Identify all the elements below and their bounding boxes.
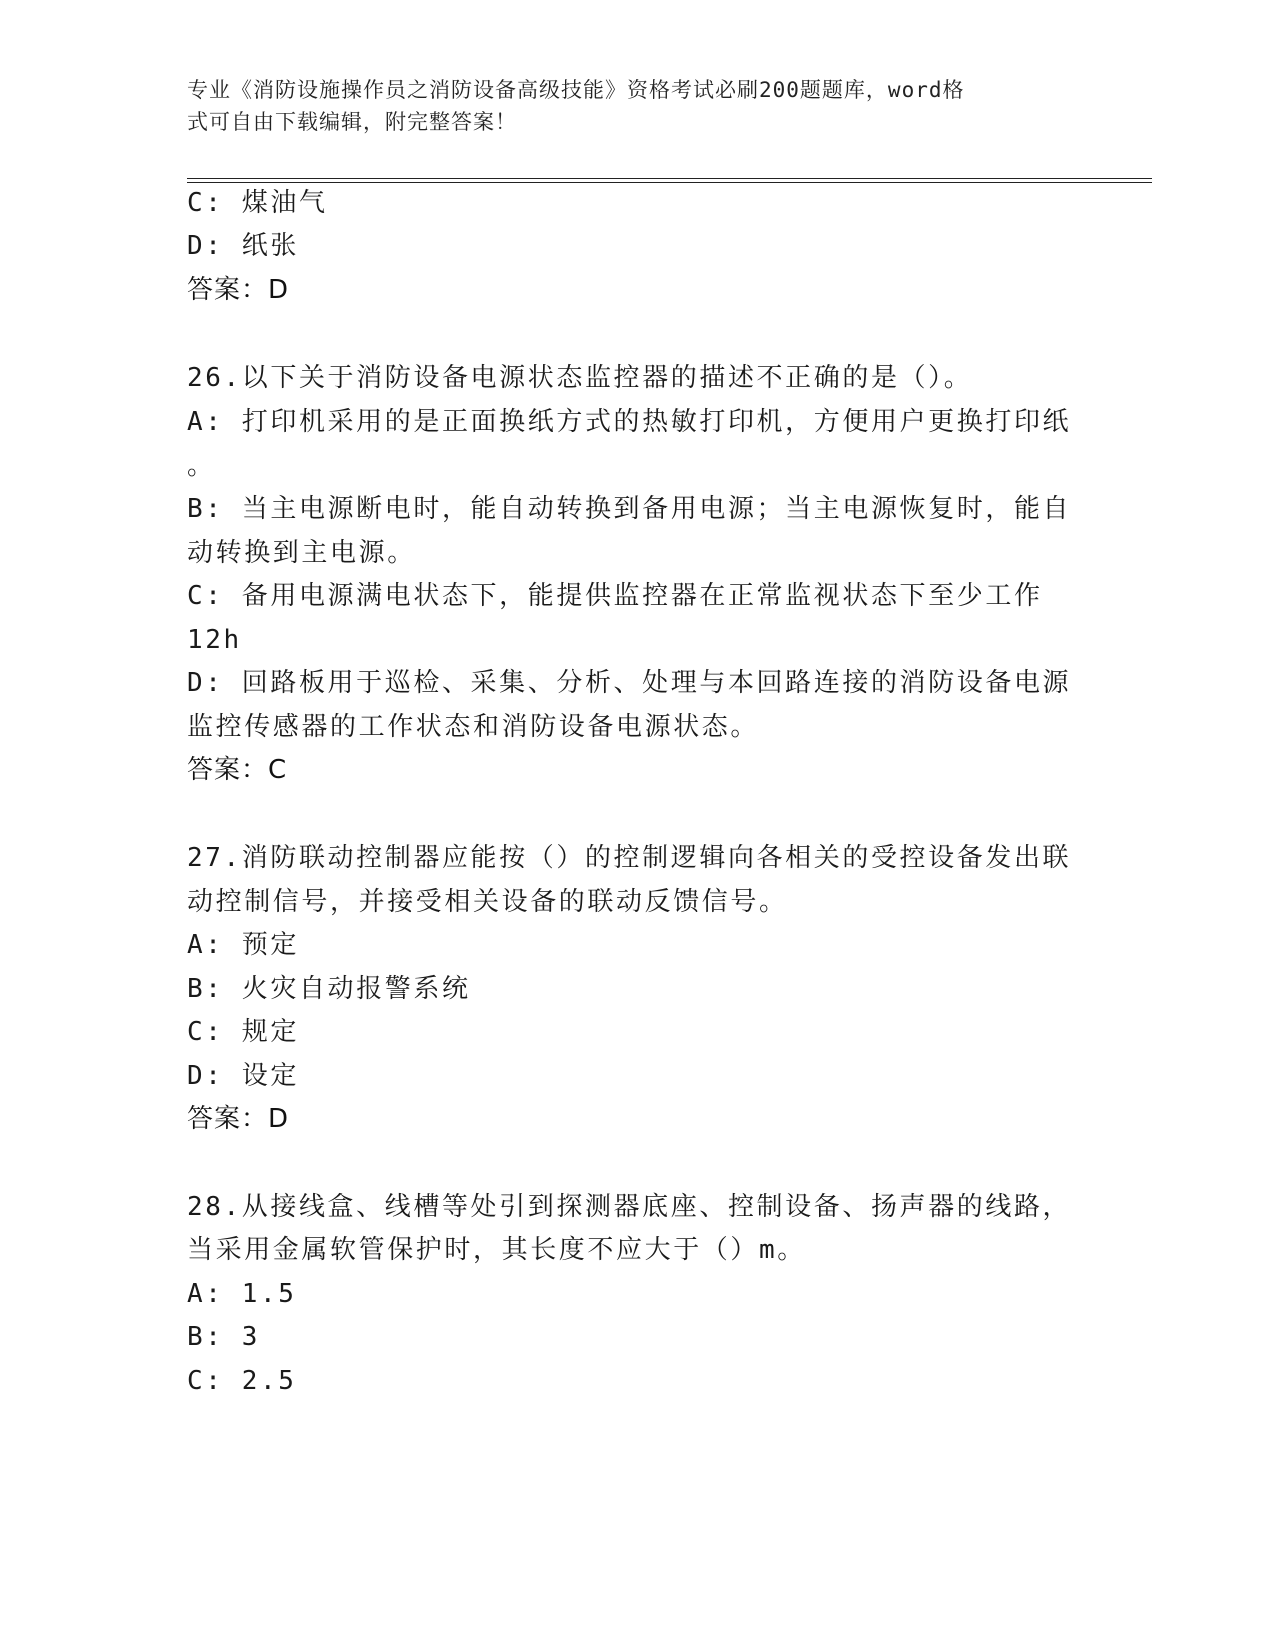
q27-option-d: D: 设定 <box>187 1061 299 1091</box>
q28-stem-line-2: 当采用金属软管保护时，其长度不应大于（）m。 <box>187 1235 806 1265</box>
q27-stem-line-2: 动控制信号，并接受相关设备的联动反馈信号。 <box>187 887 788 917</box>
q26-option-a-line-1: A: 打印机采用的是正面换纸方式的热敏打印机，方便用户更换打印纸 <box>187 407 1072 437</box>
q27-stem-line-1: 27.消防联动控制器应能按（）的控制逻辑向各相关的受控设备发出联 <box>187 843 1072 873</box>
q26-option-d-line-2: 监控传感器的工作状态和消防设备电源状态。 <box>187 712 760 742</box>
q25-answer: 答案：D <box>187 275 290 305</box>
q27-answer: 答案：D <box>187 1104 290 1134</box>
q26-option-a-line-2: 。 <box>187 451 216 481</box>
q27-option-c: C: 规定 <box>187 1017 299 1047</box>
q28-option-c: C: 2.5 <box>187 1366 297 1396</box>
q26-answer: 答案：C <box>187 755 288 785</box>
q26-option-c-line-1: C: 备用电源满电状态下，能提供监控器在正常监视状态下至少工作 <box>187 581 1043 611</box>
q28-option-a: A: 1.5 <box>187 1279 297 1309</box>
q26-option-c-line-2: 12h <box>187 625 242 655</box>
q26-option-b-line-1: B: 当主电源断电时，能自动转换到备用电源；当主电源恢复时，能自 <box>187 494 1072 524</box>
q25-option-d: D: 纸张 <box>187 231 299 261</box>
document-header <box>187 74 1067 138</box>
q25-option-c: C: 煤油气 <box>187 188 328 218</box>
header-divider <box>187 178 1152 183</box>
header-title-line-1: 专业《消防设施操作员之消防设备高级技能》资格考试必刷200题题库，word格 <box>187 78 965 102</box>
q26-stem: 26.以下关于消防设备电源状态监控器的描述不正确的是（）。 <box>187 363 973 393</box>
header-title-line-2: 式可自由下载编辑，附完整答案！ <box>187 110 517 134</box>
q28-option-b: B: 3 <box>187 1322 261 1352</box>
q27-option-a: A: 预定 <box>187 930 299 960</box>
q28-stem-line-1: 28.从接线盒、线槽等处引到探测器底座、控制设备、扬声器的线路， <box>187 1192 1072 1222</box>
q27-option-b: B: 火灾自动报警系统 <box>187 974 471 1004</box>
q26-option-b-line-2: 动转换到主电源。 <box>187 538 416 568</box>
q26-option-d-line-1: D: 回路板用于巡检、采集、分析、处理与本回路连接的消防设备电源 <box>187 668 1072 698</box>
